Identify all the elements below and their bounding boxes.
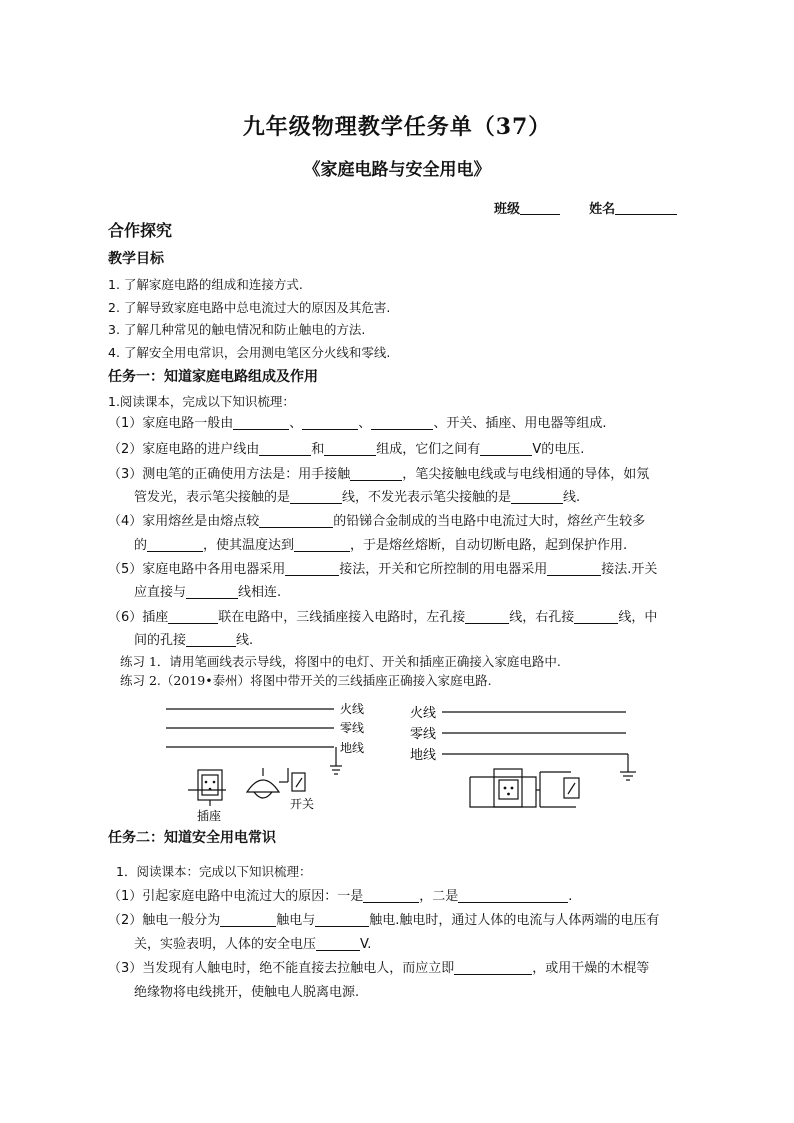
task1-q6: （6）插座 联在电路中，三线插座接入电路时，左孔接 线，右孔接 线，中: [108, 610, 658, 625]
answer-blank[interactable]: [547, 561, 601, 576]
task1-intro: 1.阅读课本，完成以下知识梳理：: [108, 394, 295, 409]
goal-item: 4. 了解安全用电常识，会用测电笔区分火线和零线.: [108, 345, 391, 360]
task2-intro: 1．阅读课本：完成以下知识梳理：: [116, 864, 312, 879]
answer-blank[interactable]: [186, 632, 236, 647]
ground-label: 地线: [340, 741, 365, 755]
socket-label: 插座: [197, 809, 222, 823]
answer-blank[interactable]: [259, 513, 333, 528]
answer-blank[interactable]: [371, 415, 433, 430]
answer-blank[interactable]: [480, 441, 532, 456]
name-blank[interactable]: [615, 202, 677, 215]
answer-blank[interactable]: [454, 960, 532, 975]
class-blank[interactable]: [520, 202, 560, 215]
neutral-label: 零线: [410, 727, 437, 742]
task2-q3-cont: 绝缘物将电线挑开，使触电人脱离电源.: [134, 985, 360, 1000]
task2-q3: （3）当发现有人触电时，绝不能直接去拉触电人，而应立即 ，或用干燥的木棍等: [108, 961, 650, 976]
fire-label: 火线: [410, 706, 437, 721]
task2-title: 任务二：知道安全用电常识: [108, 830, 276, 846]
goals-title: 教学目标: [108, 251, 164, 267]
task2-q2: （2）触电一般分为 触电与 触电.触电时，通过人体的电流与人体两端的电压有: [108, 913, 660, 928]
practice-2: 练习 2.（2019•泰州）将图中带开关的三线插座正确接入家庭电路.: [120, 673, 492, 688]
answer-blank[interactable]: [290, 489, 342, 504]
fire-label: 火线: [340, 702, 365, 716]
goal-item: 3. 了解几种常见的触电情况和防止触电的方法.: [108, 322, 366, 337]
task1-q4: （4）家用熔丝是由熔点较 的铅锑合金制成的当电路中电流过大时，熔丝产生较多: [108, 514, 646, 529]
ground-label: 地线: [410, 748, 437, 763]
task1-q1: （1）家庭电路一般由 、 、 、开关、插座、用电器等组成.: [108, 416, 607, 431]
answer-blank[interactable]: [316, 936, 360, 951]
page-title: 九年级物理教学任务单（37）: [242, 114, 552, 140]
practice-1: 练习 1．请用笔画线表示导线，将图中的电灯、开关和插座正确接入家庭电路中.: [120, 654, 561, 669]
task1-q5: （5）家庭电路中各用电器采用 接法，开关和它所控制的用电器采用 接法.开关: [108, 562, 658, 577]
answer-blank[interactable]: [168, 609, 218, 624]
answer-blank[interactable]: [302, 415, 358, 430]
answer-blank[interactable]: [186, 584, 238, 599]
circuit-diagram-1[interactable]: [150, 696, 380, 826]
answer-blank[interactable]: [350, 466, 402, 481]
answer-blank[interactable]: [294, 537, 350, 552]
goal-item: 2. 了解导致家庭电路中总电流过大的原因及其危害.: [108, 300, 391, 315]
lamp-icon: [247, 780, 279, 792]
goal-item: 1. 了解家庭电路的组成和连接方式.: [108, 277, 303, 292]
switch-icon: [292, 773, 305, 791]
task1-q2: （2）家庭电路的进户线由 和 组成，它们之间有 V的电压.: [108, 442, 585, 457]
task1-q3: （3）测电笔的正确使用方法是：用手接触 ，笔尖接触电线或与电线相通的导体，如氖: [108, 467, 650, 482]
task2-q2-cont: 关，实验表明，人体的安全电压 V.: [134, 937, 372, 952]
task1-title: 任务一：知道家庭电路组成及作用: [108, 369, 318, 385]
section-title: 合作探究: [108, 221, 173, 240]
circuit-diagram-2[interactable]: [408, 700, 648, 815]
class-label: 班级: [494, 202, 521, 217]
task1-q5-cont: 应直接与 线相连.: [134, 585, 282, 600]
answer-blank[interactable]: [285, 561, 339, 576]
answer-blank[interactable]: [363, 888, 419, 903]
task1-q6-cont: 间的孔接 线.: [134, 633, 254, 648]
answer-blank[interactable]: [574, 609, 618, 624]
task1-q4-cont: 的 ，使其温度达到 ，于是熔丝熔断，自动切断电路，起到保护作用.: [134, 538, 628, 553]
answer-blank[interactable]: [259, 441, 311, 456]
answer-blank[interactable]: [324, 441, 376, 456]
task2-q1: （1）引起家庭电路中电流过大的原因：一是 ，二是 .: [108, 889, 573, 904]
switch-label: 开关: [290, 797, 315, 811]
name-label: 姓名: [589, 202, 616, 217]
answer-blank[interactable]: [465, 609, 509, 624]
answer-blank[interactable]: [511, 489, 563, 504]
answer-blank[interactable]: [147, 537, 203, 552]
answer-blank[interactable]: [458, 888, 568, 903]
class-name-line: [494, 198, 677, 217]
task1-q3-cont: 管发光，表示笔尖接触的是 线，不发光表示笔尖接触的是 线.: [134, 490, 581, 505]
neutral-label: 零线: [340, 721, 365, 735]
answer-blank[interactable]: [220, 912, 276, 927]
answer-blank[interactable]: [233, 415, 289, 430]
page-subtitle: 《家庭电路与安全用电》: [303, 160, 491, 180]
answer-blank[interactable]: [315, 912, 369, 927]
